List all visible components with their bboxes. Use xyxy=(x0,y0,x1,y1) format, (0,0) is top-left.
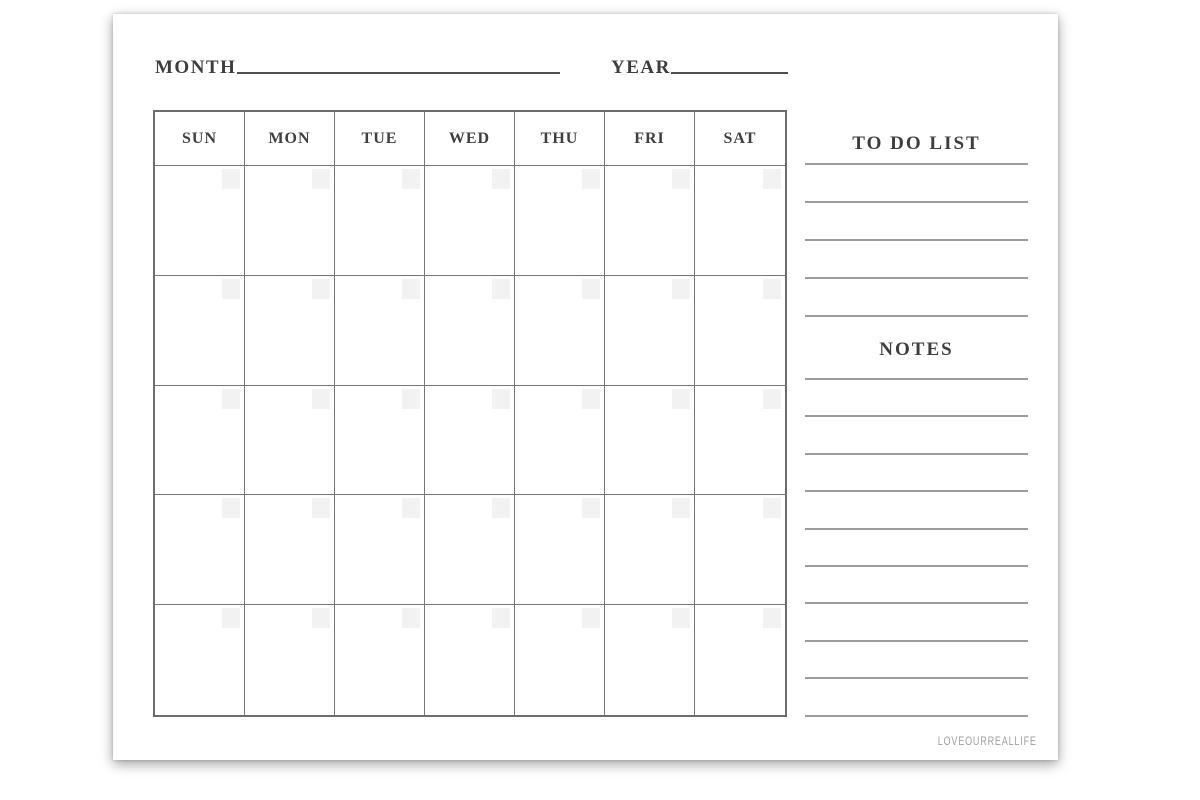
day-cell-r4-c2 xyxy=(245,495,335,605)
day-header-sun xyxy=(155,112,245,166)
date-box xyxy=(402,608,420,628)
printable-calendar-sheet xyxy=(113,14,1058,760)
date-box xyxy=(492,279,510,299)
date-box xyxy=(763,498,781,518)
todo-line-4 xyxy=(805,277,1028,315)
calendar-grid xyxy=(153,110,787,717)
day-cell-r3-c6 xyxy=(605,386,695,496)
day-cell-r5-c1 xyxy=(155,605,245,715)
day-cell-r1-c3 xyxy=(335,166,425,276)
day-cell-r2-c5 xyxy=(515,276,605,386)
todo-lines xyxy=(805,163,1028,353)
notes-lines xyxy=(805,378,1028,752)
day-header-mon xyxy=(245,112,335,166)
day-cell-r5-c6 xyxy=(605,605,695,715)
year-fill-in-line xyxy=(671,72,788,74)
day-cell-r2-c6 xyxy=(605,276,695,386)
date-box xyxy=(312,608,330,628)
day-cell-r5-c3 xyxy=(335,605,425,715)
brand-watermark: LOVEOURREALLIFE xyxy=(937,735,1037,749)
todo-list-title: TO DO LIST xyxy=(852,133,981,154)
day-header-label: SAT xyxy=(723,129,757,147)
day-cell-r4-c7 xyxy=(695,495,785,605)
date-box xyxy=(492,169,510,189)
day-cell-r2-c7 xyxy=(695,276,785,386)
day-cell-r2-c1 xyxy=(155,276,245,386)
day-cell-r2-c2 xyxy=(245,276,335,386)
day-header-label: MON xyxy=(268,129,311,147)
day-header-sat xyxy=(695,112,785,166)
day-cell-r3-c3 xyxy=(335,386,425,496)
notes-line-4 xyxy=(805,490,1028,527)
day-cell-r3-c4 xyxy=(425,386,515,496)
day-header-label: WED xyxy=(448,129,491,147)
notes-line-9 xyxy=(805,677,1028,714)
day-cell-r5-c2 xyxy=(245,605,335,715)
day-cell-r1-c1 xyxy=(155,166,245,276)
notes-line-2 xyxy=(805,415,1028,452)
day-cell-r4-c1 xyxy=(155,495,245,605)
day-cell-r5-c7 xyxy=(695,605,785,715)
date-box xyxy=(312,169,330,189)
date-box xyxy=(222,279,240,299)
day-cell-r1-c4 xyxy=(425,166,515,276)
date-box xyxy=(312,389,330,409)
date-box xyxy=(582,608,600,628)
date-box xyxy=(672,498,690,518)
date-box xyxy=(312,279,330,299)
day-header-label: TUE xyxy=(361,129,398,147)
day-header-label: SUN xyxy=(181,129,217,147)
year-label: YEAR xyxy=(611,57,671,78)
day-cell-r3-c5 xyxy=(515,386,605,496)
date-box xyxy=(492,498,510,518)
sidebar xyxy=(805,14,1028,760)
day-cell-r2-c4 xyxy=(425,276,515,386)
day-cell-r3-c1 xyxy=(155,386,245,496)
day-cell-r5-c4 xyxy=(425,605,515,715)
month-label: MONTH xyxy=(155,57,237,78)
date-box xyxy=(492,389,510,409)
date-box xyxy=(763,389,781,409)
day-header-label: FRI xyxy=(634,129,665,147)
date-box xyxy=(582,279,600,299)
date-box xyxy=(672,279,690,299)
notes-line-3 xyxy=(805,453,1028,490)
day-cell-r1-c2 xyxy=(245,166,335,276)
date-box xyxy=(763,279,781,299)
date-box xyxy=(672,389,690,409)
day-header-label: THU xyxy=(540,129,579,147)
date-box xyxy=(222,608,240,628)
todo-line-2 xyxy=(805,201,1028,239)
day-header-tue xyxy=(335,112,425,166)
day-cell-r4-c6 xyxy=(605,495,695,605)
day-cell-r2-c3 xyxy=(335,276,425,386)
date-box xyxy=(312,498,330,518)
date-box xyxy=(402,169,420,189)
day-cell-r3-c2 xyxy=(245,386,335,496)
day-cell-r3-c7 xyxy=(695,386,785,496)
date-box xyxy=(763,608,781,628)
todo-line-3 xyxy=(805,239,1028,277)
notes-line-8 xyxy=(805,640,1028,677)
date-box xyxy=(763,169,781,189)
day-cell-r4-c4 xyxy=(425,495,515,605)
notes-line-5 xyxy=(805,528,1028,565)
notes-line-7 xyxy=(805,602,1028,639)
date-box xyxy=(222,389,240,409)
date-box xyxy=(582,169,600,189)
day-cell-r1-c5 xyxy=(515,166,605,276)
day-cell-r1-c7 xyxy=(695,166,785,276)
date-box xyxy=(492,608,510,628)
date-box xyxy=(222,498,240,518)
todo-line-1 xyxy=(805,163,1028,201)
day-header-wed xyxy=(425,112,515,166)
date-box xyxy=(402,279,420,299)
day-cell-r4-c5 xyxy=(515,495,605,605)
day-cell-r5-c5 xyxy=(515,605,605,715)
day-header-fri xyxy=(605,112,695,166)
date-box xyxy=(582,498,600,518)
day-header-thu xyxy=(515,112,605,166)
date-box xyxy=(672,169,690,189)
date-box xyxy=(222,169,240,189)
day-cell-r1-c6 xyxy=(605,166,695,276)
notes-line-6 xyxy=(805,565,1028,602)
day-cell-r4-c3 xyxy=(335,495,425,605)
date-box xyxy=(582,389,600,409)
month-fill-in-line xyxy=(237,72,560,74)
notes-line-1 xyxy=(805,378,1028,415)
date-box xyxy=(402,498,420,518)
date-box xyxy=(402,389,420,409)
notes-title: NOTES xyxy=(879,339,954,360)
date-box xyxy=(672,608,690,628)
